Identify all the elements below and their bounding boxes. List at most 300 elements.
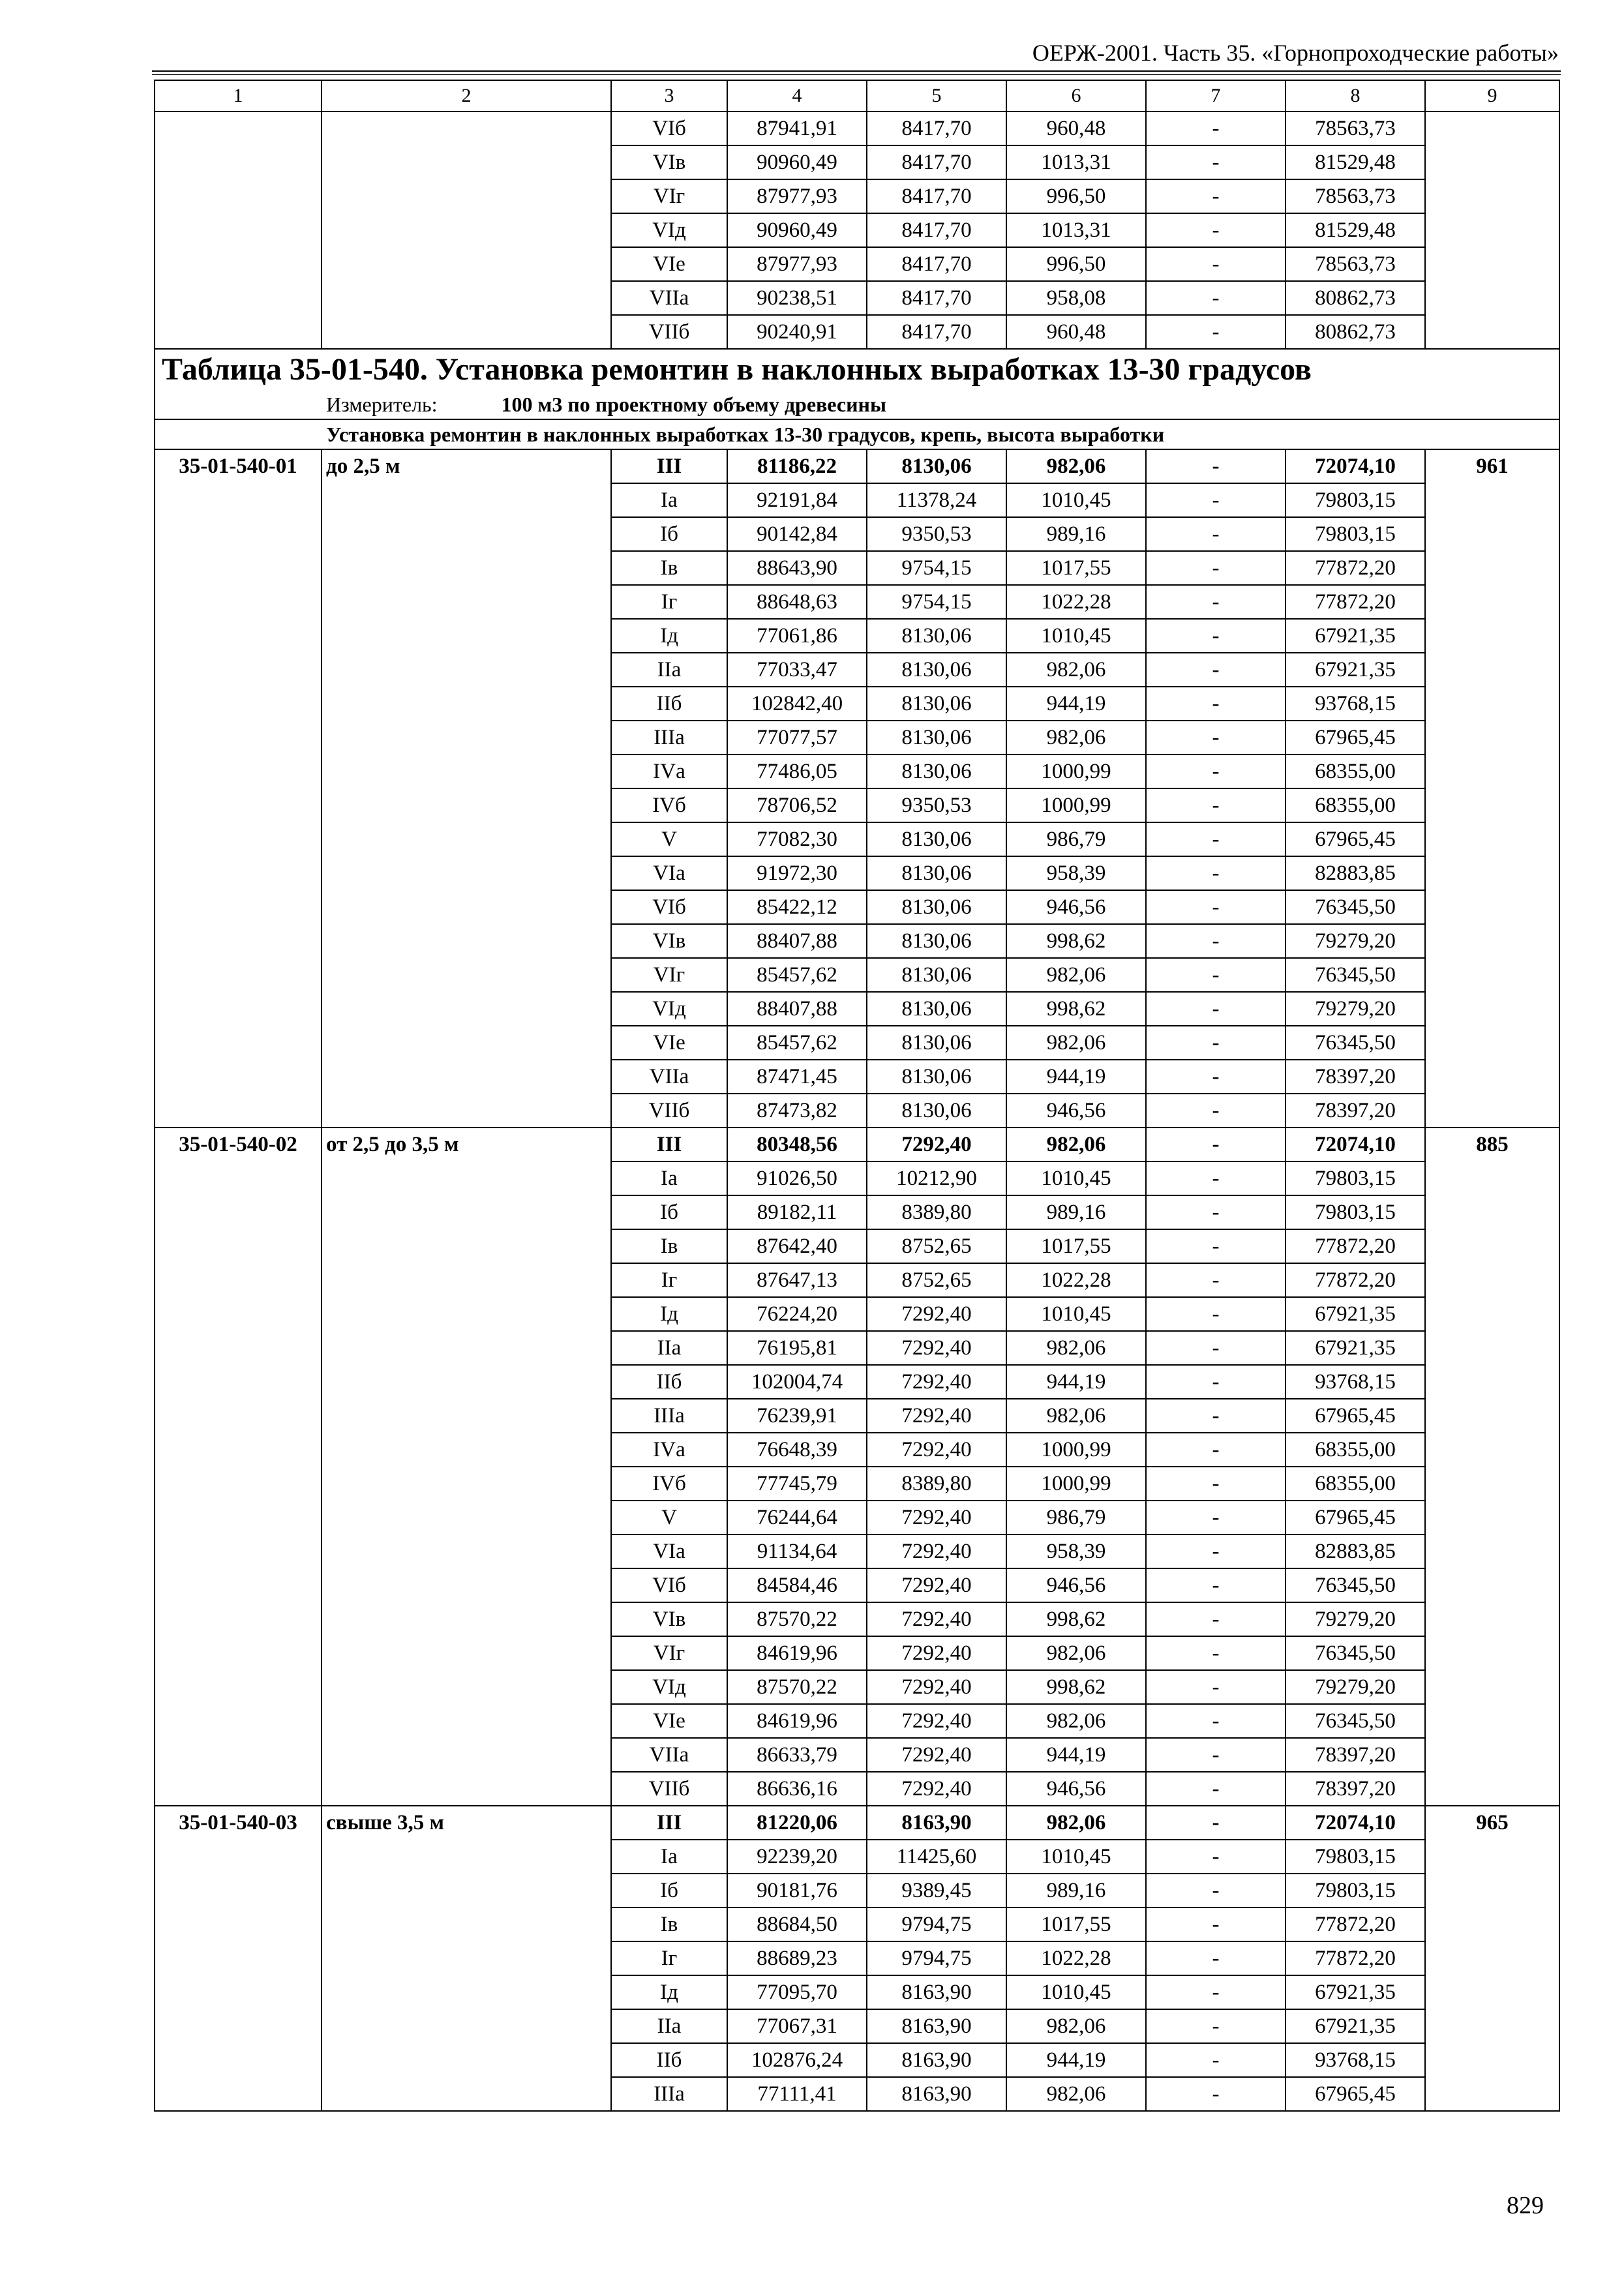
table-row xyxy=(155,1128,1559,1161)
labor-cost: 9754,15 xyxy=(867,551,1006,585)
labor-cost: 8130,06 xyxy=(867,1094,1006,1128)
machine-cost: 982,06 xyxy=(1006,1636,1146,1670)
total-cost: 85457,62 xyxy=(727,958,867,992)
empty-cell xyxy=(1425,1602,1559,1636)
empty-cell xyxy=(322,890,611,924)
labor-cost: 8417,70 xyxy=(867,247,1006,281)
total-cost: 77033,47 xyxy=(727,653,867,687)
measure-label: Измеритель: xyxy=(326,393,438,416)
empty-cell xyxy=(155,1263,322,1297)
region-zone: VIг xyxy=(611,179,727,213)
empty-cell xyxy=(155,1433,322,1467)
empty-cell xyxy=(322,2043,611,2077)
total-cost: 87977,93 xyxy=(727,247,867,281)
labor-cost: 8417,70 xyxy=(867,179,1006,213)
table-row xyxy=(155,1975,1559,2009)
empty-cell xyxy=(322,179,611,213)
operator-wage: - xyxy=(1146,924,1286,958)
labor-cost: 8130,06 xyxy=(867,619,1006,653)
operator-wage: - xyxy=(1146,1534,1286,1568)
total-cost: 88689,23 xyxy=(727,1941,867,1975)
labor-cost: 9389,45 xyxy=(867,1874,1006,1908)
region-zone: IIа xyxy=(611,653,727,687)
machine-cost: 982,06 xyxy=(1006,1704,1146,1738)
table-row xyxy=(155,1534,1559,1568)
table-row xyxy=(155,1161,1559,1195)
header-rule-thin xyxy=(152,74,1561,75)
total-cost: 87473,82 xyxy=(727,1094,867,1128)
operator-wage: - xyxy=(1146,1161,1286,1195)
total-cost: 84619,96 xyxy=(727,1704,867,1738)
operator-wage: - xyxy=(1146,247,1286,281)
empty-cell xyxy=(322,1840,611,1874)
empty-cell xyxy=(1425,2009,1559,2043)
total-cost: 87647,13 xyxy=(727,1263,867,1297)
labor-cost: 8389,80 xyxy=(867,1467,1006,1501)
empty-cell xyxy=(155,958,322,992)
material-cost: 77872,20 xyxy=(1286,551,1425,585)
total-cost: 76244,64 xyxy=(727,1501,867,1534)
empty-cell xyxy=(155,1704,322,1738)
operator-wage: - xyxy=(1146,585,1286,619)
table-title: Таблица 35-01-540. Установка ремонтин в наклонных выработках 13-30 градусов xyxy=(155,349,1559,390)
machine-cost: 982,06 xyxy=(1006,1399,1146,1433)
empty-cell xyxy=(322,1229,611,1263)
table-row xyxy=(155,924,1559,958)
region-zone: IVа xyxy=(611,1433,727,1467)
material-cost: 78563,73 xyxy=(1286,112,1425,145)
machine-cost: 982,06 xyxy=(1006,721,1146,755)
machine-cost: 958,08 xyxy=(1006,281,1146,315)
material-cost: 67965,45 xyxy=(1286,1399,1425,1433)
total-cost: 76648,39 xyxy=(727,1433,867,1467)
material-cost: 93768,15 xyxy=(1286,1365,1425,1399)
total-cost: 90240,91 xyxy=(727,315,867,349)
measure-row xyxy=(155,390,1559,419)
table-row xyxy=(155,1840,1559,1874)
empty-cell xyxy=(1425,1908,1559,1941)
empty-cell xyxy=(155,1975,322,2009)
empty-cell xyxy=(1425,1263,1559,1297)
empty-cell xyxy=(1425,1161,1559,1195)
material-cost: 72074,10 xyxy=(1286,1128,1425,1161)
empty-cell xyxy=(155,1602,322,1636)
machine-cost: 944,19 xyxy=(1006,1365,1146,1399)
region-zone: V xyxy=(611,822,727,856)
material-cost: 72074,10 xyxy=(1286,449,1425,483)
material-cost: 93768,15 xyxy=(1286,687,1425,721)
empty-cell xyxy=(155,822,322,856)
table-row xyxy=(155,1941,1559,1975)
table-row xyxy=(155,721,1559,755)
material-cost: 80862,73 xyxy=(1286,281,1425,315)
region-zone: Iг xyxy=(611,1263,727,1297)
table-row xyxy=(155,687,1559,721)
empty-cell xyxy=(155,1738,322,1772)
measure-value: 100 м3 по проектному объему древесины xyxy=(501,393,886,416)
labor-cost: 8130,06 xyxy=(867,822,1006,856)
empty-cell xyxy=(322,1874,611,1908)
empty-cell xyxy=(1425,1433,1559,1467)
labor-cost: 8130,06 xyxy=(867,755,1006,788)
empty-cell xyxy=(155,1636,322,1670)
empty-cell xyxy=(322,2009,611,2043)
machine-cost: 1010,45 xyxy=(1006,1297,1146,1331)
empty-cell xyxy=(322,1704,611,1738)
machine-cost: 1010,45 xyxy=(1006,1975,1146,2009)
material-cost: 79279,20 xyxy=(1286,992,1425,1026)
operator-wage: - xyxy=(1146,179,1286,213)
col-number: 8 xyxy=(1286,80,1425,112)
machine-cost: 996,50 xyxy=(1006,179,1146,213)
empty-cell xyxy=(322,585,611,619)
subtitle-row xyxy=(155,419,1559,449)
empty-cell xyxy=(322,145,611,179)
empty-cell xyxy=(322,1670,611,1704)
region-zone: Iд xyxy=(611,619,727,653)
table-row xyxy=(155,1602,1559,1636)
machine-cost: 982,06 xyxy=(1006,1128,1146,1161)
empty-cell xyxy=(1425,1297,1559,1331)
empty-cell xyxy=(1425,721,1559,755)
empty-cell xyxy=(155,1331,322,1365)
operator-wage: - xyxy=(1146,619,1286,653)
labor-cost: 8752,65 xyxy=(867,1263,1006,1297)
region-zone: VIв xyxy=(611,1602,727,1636)
total-cost: 87941,91 xyxy=(727,112,867,145)
labor-cost: 9794,75 xyxy=(867,1941,1006,1975)
operator-wage: - xyxy=(1146,1128,1286,1161)
total-cost: 90960,49 xyxy=(727,213,867,247)
region-zone: VIа xyxy=(611,1534,727,1568)
labor-cost: 7292,40 xyxy=(867,1297,1006,1331)
region-zone: VIIб xyxy=(611,1094,727,1128)
total-cost: 87642,40 xyxy=(727,1229,867,1263)
total-cost: 91134,64 xyxy=(727,1534,867,1568)
material-cost: 79279,20 xyxy=(1286,924,1425,958)
col-number: 9 xyxy=(1425,80,1559,112)
machine-cost: 946,56 xyxy=(1006,890,1146,924)
total-cost: 88407,88 xyxy=(727,992,867,1026)
table-row xyxy=(155,1297,1559,1331)
material-cost: 77872,20 xyxy=(1286,585,1425,619)
table-row xyxy=(155,2043,1559,2077)
machine-cost: 989,16 xyxy=(1006,517,1146,551)
empty-cell xyxy=(1425,1195,1559,1229)
col-number: 4 xyxy=(727,80,867,112)
table-row xyxy=(155,585,1559,619)
empty-cell xyxy=(155,1908,322,1941)
col-number: 7 xyxy=(1146,80,1286,112)
labor-cost: 11425,60 xyxy=(867,1840,1006,1874)
empty-cell xyxy=(322,1467,611,1501)
operator-wage: - xyxy=(1146,1704,1286,1738)
empty-cell xyxy=(1425,1094,1559,1128)
table-row xyxy=(155,653,1559,687)
labor-cost: 8130,06 xyxy=(867,653,1006,687)
table-row xyxy=(155,281,1559,315)
region-zone: VIIа xyxy=(611,1060,727,1094)
empty-cell xyxy=(1425,2043,1559,2077)
total-cost: 84619,96 xyxy=(727,1636,867,1670)
operator-wage: - xyxy=(1146,1195,1286,1229)
table-row xyxy=(155,1670,1559,1704)
table-title-row xyxy=(155,349,1559,390)
operator-wage: - xyxy=(1146,315,1286,349)
region-zone: Iг xyxy=(611,585,727,619)
empty-cell xyxy=(155,2077,322,2111)
labor-cost: 8163,90 xyxy=(867,1975,1006,2009)
labor-cost: 7292,40 xyxy=(867,1738,1006,1772)
total-cost: 77486,05 xyxy=(727,755,867,788)
region-zone: VIIа xyxy=(611,1738,727,1772)
material-cost: 68355,00 xyxy=(1286,1467,1425,1501)
empty-cell xyxy=(1425,315,1559,349)
material-cost: 77872,20 xyxy=(1286,1263,1425,1297)
table-row xyxy=(155,1331,1559,1365)
table-row xyxy=(155,517,1559,551)
operator-wage: - xyxy=(1146,2043,1286,2077)
labor-cost: 8417,70 xyxy=(867,112,1006,145)
empty-cell xyxy=(1425,247,1559,281)
table-row xyxy=(155,1026,1559,1060)
rate-code: 35-01-540-01 xyxy=(155,449,322,483)
total-cost: 92191,84 xyxy=(727,483,867,517)
region-zone: VIе xyxy=(611,1026,727,1060)
total-cost: 89182,11 xyxy=(727,1195,867,1229)
col-number: 6 xyxy=(1006,80,1146,112)
operator-wage: - xyxy=(1146,822,1286,856)
empty-cell xyxy=(1425,1568,1559,1602)
region-zone: VIг xyxy=(611,958,727,992)
operator-wage: - xyxy=(1146,1365,1286,1399)
region-zone: VIв xyxy=(611,145,727,179)
operator-wage: - xyxy=(1146,1433,1286,1467)
labor-cost: 7292,40 xyxy=(867,1128,1006,1161)
operator-wage: - xyxy=(1146,1941,1286,1975)
empty-cell xyxy=(322,1060,611,1094)
total-cost: 85457,62 xyxy=(727,1026,867,1060)
empty-cell xyxy=(155,1094,322,1128)
region-zone: III xyxy=(611,1128,727,1161)
material-cost: 67921,35 xyxy=(1286,2009,1425,2043)
empty-cell xyxy=(155,281,322,315)
region-zone: IIб xyxy=(611,687,727,721)
operator-wage: - xyxy=(1146,755,1286,788)
labor-cost: 7292,40 xyxy=(867,1399,1006,1433)
empty-cell xyxy=(322,1568,611,1602)
empty-cell xyxy=(322,1602,611,1636)
table-row xyxy=(155,2077,1559,2111)
empty-cell xyxy=(322,1331,611,1365)
material-cost: 72074,10 xyxy=(1286,1806,1425,1840)
region-zone: VIв xyxy=(611,924,727,958)
machine-cost: 1000,99 xyxy=(1006,1433,1146,1467)
empty-cell xyxy=(1425,517,1559,551)
total-cost: 102842,40 xyxy=(727,687,867,721)
empty-cell xyxy=(322,653,611,687)
machine-cost: 944,19 xyxy=(1006,2043,1146,2077)
table-row xyxy=(155,856,1559,890)
machine-cost: 1013,31 xyxy=(1006,145,1146,179)
empty-cell xyxy=(1425,890,1559,924)
empty-cell xyxy=(155,1568,322,1602)
total-cost: 77077,57 xyxy=(727,721,867,755)
total-cost: 102004,74 xyxy=(727,1365,867,1399)
machine-cost: 1010,45 xyxy=(1006,619,1146,653)
region-zone: IIIа xyxy=(611,1399,727,1433)
material-cost: 79279,20 xyxy=(1286,1602,1425,1636)
labor-cost: 7292,40 xyxy=(867,1670,1006,1704)
table-row xyxy=(155,788,1559,822)
operator-wage: - xyxy=(1146,687,1286,721)
operator-wage: - xyxy=(1146,1263,1286,1297)
machine-cost: 958,39 xyxy=(1006,856,1146,890)
empty-cell xyxy=(1425,1534,1559,1568)
region-zone: IVб xyxy=(611,788,727,822)
region-zone: Iд xyxy=(611,1975,727,2009)
total-cost: 87570,22 xyxy=(727,1670,867,1704)
labor-cost: 8130,06 xyxy=(867,449,1006,483)
empty-cell xyxy=(1425,1772,1559,1806)
material-cost: 67921,35 xyxy=(1286,1975,1425,2009)
machine-cost: 960,48 xyxy=(1006,112,1146,145)
region-zone: IVб xyxy=(611,1467,727,1501)
empty-cell xyxy=(155,112,322,145)
empty-cell xyxy=(322,483,611,517)
labor-cost: 8417,70 xyxy=(867,281,1006,315)
region-zone: VIб xyxy=(611,112,727,145)
empty-cell xyxy=(1425,687,1559,721)
empty-cell xyxy=(155,585,322,619)
labor-cost: 8130,06 xyxy=(867,992,1006,1026)
operator-wage: - xyxy=(1146,788,1286,822)
machine-cost: 989,16 xyxy=(1006,1195,1146,1229)
empty-cell xyxy=(1425,856,1559,890)
total-cost: 77067,31 xyxy=(727,2009,867,2043)
empty-cell xyxy=(322,281,611,315)
measure-cell xyxy=(155,390,1559,419)
operator-wage: - xyxy=(1146,1467,1286,1501)
total-cost: 81220,06 xyxy=(727,1806,867,1840)
table-row xyxy=(155,755,1559,788)
table-row xyxy=(155,1399,1559,1433)
region-zone: IIб xyxy=(611,1365,727,1399)
operator-wage: - xyxy=(1146,213,1286,247)
region-zone: VIе xyxy=(611,247,727,281)
region-zone: IIб xyxy=(611,2043,727,2077)
material-cost: 67965,45 xyxy=(1286,721,1425,755)
empty-cell xyxy=(155,755,322,788)
total-cost: 84584,46 xyxy=(727,1568,867,1602)
material-cost: 78397,20 xyxy=(1286,1060,1425,1094)
empty-cell xyxy=(155,619,322,653)
empty-cell xyxy=(155,856,322,890)
machine-cost: 998,62 xyxy=(1006,992,1146,1026)
machine-cost: 1010,45 xyxy=(1006,1840,1146,1874)
empty-cell xyxy=(155,2009,322,2043)
region-zone: VIг xyxy=(611,1636,727,1670)
material-cost: 67965,45 xyxy=(1286,2077,1425,2111)
empty-cell xyxy=(155,315,322,349)
operator-wage: - xyxy=(1146,992,1286,1026)
region-zone: VIIа xyxy=(611,281,727,315)
machine-cost: 1017,55 xyxy=(1006,551,1146,585)
total-cost: 77082,30 xyxy=(727,822,867,856)
empty-cell xyxy=(322,247,611,281)
empty-cell xyxy=(322,1772,611,1806)
machine-cost: 982,06 xyxy=(1006,958,1146,992)
table-row xyxy=(155,1568,1559,1602)
machine-cost: 1022,28 xyxy=(1006,585,1146,619)
table-row xyxy=(155,1501,1559,1534)
empty-cell xyxy=(322,1297,611,1331)
material-cost: 78563,73 xyxy=(1286,179,1425,213)
total-cost: 87471,45 xyxy=(727,1060,867,1094)
operator-wage: - xyxy=(1146,1501,1286,1534)
region-zone: Iв xyxy=(611,1908,727,1941)
table-row xyxy=(155,1433,1559,1467)
material-cost: 78563,73 xyxy=(1286,247,1425,281)
material-cost: 76345,50 xyxy=(1286,1568,1425,1602)
empty-cell xyxy=(1425,281,1559,315)
empty-cell xyxy=(1425,1331,1559,1365)
total-cost: 81186,22 xyxy=(727,449,867,483)
region-zone: VIб xyxy=(611,1568,727,1602)
table-row xyxy=(155,1704,1559,1738)
empty-cell xyxy=(155,1501,322,1534)
empty-cell xyxy=(322,1534,611,1568)
region-zone: VIд xyxy=(611,1670,727,1704)
total-cost: 76239,91 xyxy=(727,1399,867,1433)
empty-cell xyxy=(1425,1399,1559,1433)
total-cost: 86636,16 xyxy=(727,1772,867,1806)
column-number-row xyxy=(155,80,1559,112)
machine-cost: 1000,99 xyxy=(1006,1467,1146,1501)
empty-cell xyxy=(155,213,322,247)
total-cost: 77745,79 xyxy=(727,1467,867,1501)
labor-cost: 8130,06 xyxy=(867,890,1006,924)
operator-wage: - xyxy=(1146,483,1286,517)
material-cost: 79803,15 xyxy=(1286,1161,1425,1195)
machine-cost: 989,16 xyxy=(1006,1874,1146,1908)
empty-cell xyxy=(1425,1060,1559,1094)
material-cost: 76345,50 xyxy=(1286,958,1425,992)
operator-wage: - xyxy=(1146,1975,1286,2009)
machine-cost: 996,50 xyxy=(1006,247,1146,281)
region-zone: VIд xyxy=(611,992,727,1026)
material-cost: 77872,20 xyxy=(1286,1229,1425,1263)
labor-cost: 9794,75 xyxy=(867,1908,1006,1941)
price-table xyxy=(154,80,1560,2112)
region-zone: III xyxy=(611,449,727,483)
labor-hours: 885 xyxy=(1425,1128,1559,1161)
material-cost: 67965,45 xyxy=(1286,822,1425,856)
empty-cell xyxy=(155,517,322,551)
material-cost: 79803,15 xyxy=(1286,483,1425,517)
table-row xyxy=(155,1229,1559,1263)
operator-wage: - xyxy=(1146,449,1286,483)
empty-cell xyxy=(155,179,322,213)
machine-cost: 1022,28 xyxy=(1006,1941,1146,1975)
operator-wage: - xyxy=(1146,551,1286,585)
table-row xyxy=(155,213,1559,247)
material-cost: 68355,00 xyxy=(1286,755,1425,788)
operator-wage: - xyxy=(1146,1840,1286,1874)
labor-cost: 8163,90 xyxy=(867,2043,1006,2077)
labor-cost: 8417,70 xyxy=(867,145,1006,179)
empty-cell xyxy=(1425,2077,1559,2111)
